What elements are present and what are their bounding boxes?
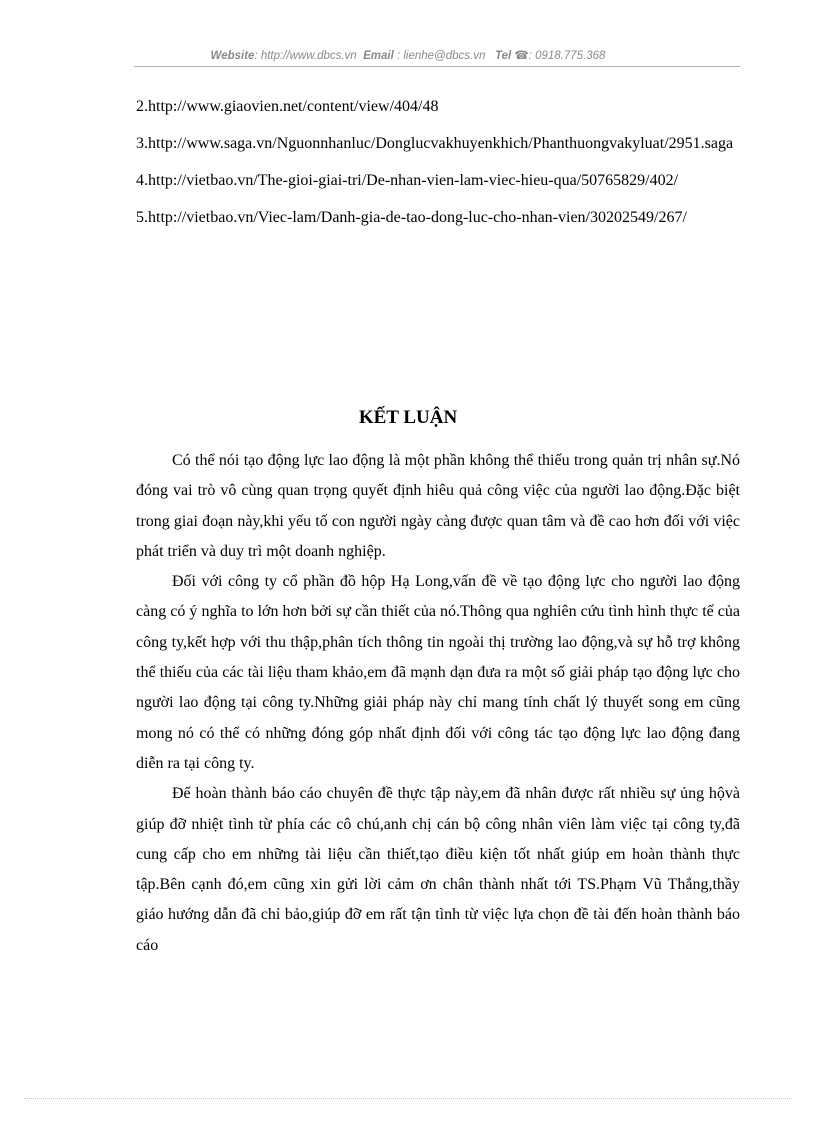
reference-item[interactable]: 2.http://www.giaovien.net/content/view/404/48 (136, 98, 439, 115)
reference-item[interactable]: 3.http://www.saga.vn/Nguonnhanluc/Donglucvakhuyenkhich/Phanthuongvakyluat/2951.saga (136, 135, 734, 152)
website-value: : http://www.dbcs.vn (254, 50, 357, 62)
paragraph: Đối với công ty cổ phần đồ hộp Hạ Long,vấn đề về tạo động lực cho người lao động càng có ý nghĩa to lớn hơn bởi sự cần thiết của nó.Thông qua nghiên cứu tình hình thực tế của công ty,kết hợp với thu thập,phân tích thông tin ngoài thị trường lao động,và sự hỗ trợ không thể thiếu của các tài liệu tham khảo,em đã mạnh dạn đưa ra một số giải pháp tạo động lực cho người lao động tại công ty.Những giải pháp này chỉ mang tính chất lý thuyết song em cũng mong nó có thể có những đóng góp nhất định đối với công tác tạo động lực lao động đang diễn ra tại công ty. (136, 573, 740, 772)
header-divider (134, 66, 740, 67)
reference-item[interactable]: 5.http://vietbao.vn/Viec-lam/Danh-gia-de-tao-dong-luc-cho-nhan-vien/30202549/267/ (136, 209, 687, 226)
page-header (0, 48, 816, 62)
reference-item[interactable]: 4.http://vietbao.vn/The-gioi-giai-tri/De-nhan-vien-lam-viec-hieu-qua/50765829/402/ (136, 172, 679, 189)
email-value: : lienhe@dbcs.vn (393, 50, 486, 62)
email-label: Email (363, 50, 394, 62)
phone-icon: ☎ (514, 50, 529, 62)
paragraph: Có thể nói tạo động lực lao động là một phần không thể thiếu trong quản trị nhân sự.Nó đóng vai trò vô cùng quan trọng quyết định hiêu quả công việc của người lao động.Đặc biệt trong giai đoạn này,khi yếu tố con người ngày càng được quan tâm và đề cao hơn đối với việc phát triển và duy trì một doanh nghiệp. (136, 452, 740, 560)
tel-label: Tel (494, 50, 512, 62)
paragraph: Để hoàn thành báo cáo chuyên đề thực tập này,em đã nhân được rất nhiều sự ủng hộvà giúp đỡ nhiệt tình từ phía các cô chú,anh chị cán bộ công nhân viên làm việc tại công ty,đã cung cấp cho em những tài liệu cần thiết,tạo điều kiện tốt nhất giúp em hoàn thành thực tập.Bên cạnh đó,em cũng xin gửi lời cảm ơn chân thành nhất tới TS.Phạm Vũ Thắng,thầy giáo hướng dẫn đã chỉ bảo,giúp đỡ em rất tận tình từ việc lựa chọn đề tài đến hoàn thành báo cáo (136, 785, 740, 954)
reference-list (136, 94, 742, 242)
website-label: Website (210, 50, 255, 62)
section-title: KẾT LUẬN (358, 407, 458, 428)
footer-divider (24, 1098, 792, 1099)
conclusion-body (136, 446, 740, 961)
tel-value: : 0918.775.368 (528, 50, 606, 62)
